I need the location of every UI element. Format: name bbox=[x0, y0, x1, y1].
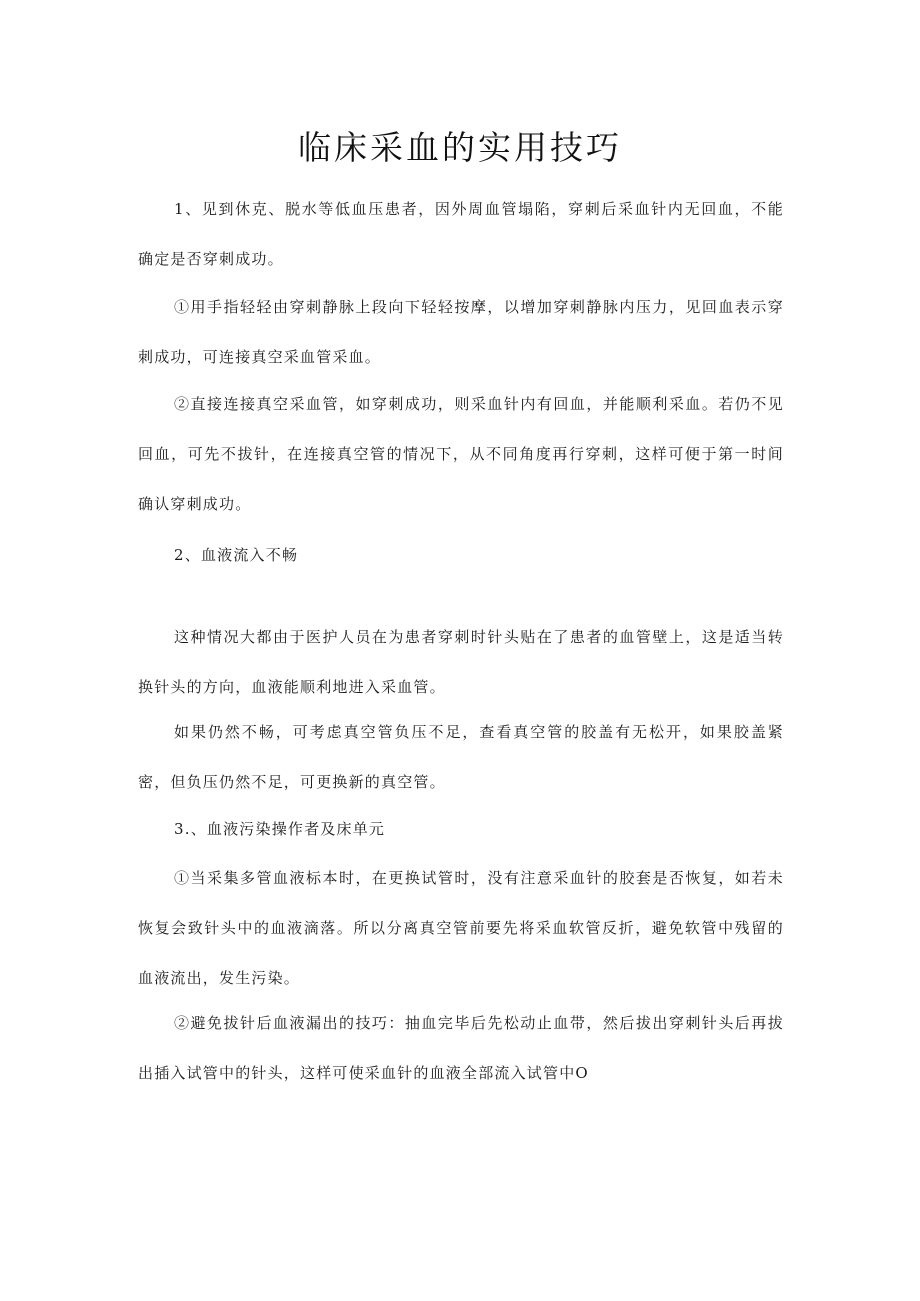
paragraph-2-1: 这种情况大都由于医护人员在为患者穿刺时针头贴在了患者的血管壁上，这是适当转换针头的方向，血液能顺利地进入采血管。 bbox=[138, 628, 784, 696]
paragraph-2-2: 如果仍然不畅，可考虑真空管负压不足，查看真空管的胶盖有无松开，如果胶盖紧密，但负压仍然不足，可更换新的真空管。 bbox=[138, 723, 784, 791]
paragraph-method-2: ②直接连接真空采血管，如穿刺成功，则采血针内有回血，并能顺利采血。若仍不见回血，可先不拔针，在连接真空管的情况下，从不同角度再行穿刺，这样可便于第一时间确认穿刺成功。 bbox=[138, 395, 784, 513]
paragraph-1: 1、见到休克、脱水等低血压患者，因外周血管塌陷，穿刺后采血针内无回血，不能确定是否穿刺成功。 bbox=[138, 200, 784, 268]
paragraph-method-1: ①用手指轻轻由穿刺静脉上段向下轻轻按摩，以增加穿刺静脉内压力，见回血表示穿刺成功，可连接真空采血管采血。 bbox=[138, 298, 784, 366]
section-heading-2: 2、血液流入不畅 bbox=[174, 546, 299, 564]
section-heading-3: 3.、血液污染操作者及床单元 bbox=[174, 820, 386, 838]
paragraph-3-2: ②避免拔针后血液漏出的技巧：抽血完毕后先松动止血带，然后拔出穿刺针头后再拔出插入试管中的针头，这样可使采血针的血液全部流入试管中O bbox=[138, 1014, 784, 1082]
document-title: 临床采血的实用技巧 bbox=[298, 128, 622, 167]
paragraph-3-1: ①当采集多管血液标本时，在更换试管时，没有注意采血针的胶套是否恢复，如若未恢复会致针头中的血液滴落。所以分离真空管前要先将采血软管反折，避免软管中残留的血液流出，发生污染。 bbox=[138, 869, 784, 987]
